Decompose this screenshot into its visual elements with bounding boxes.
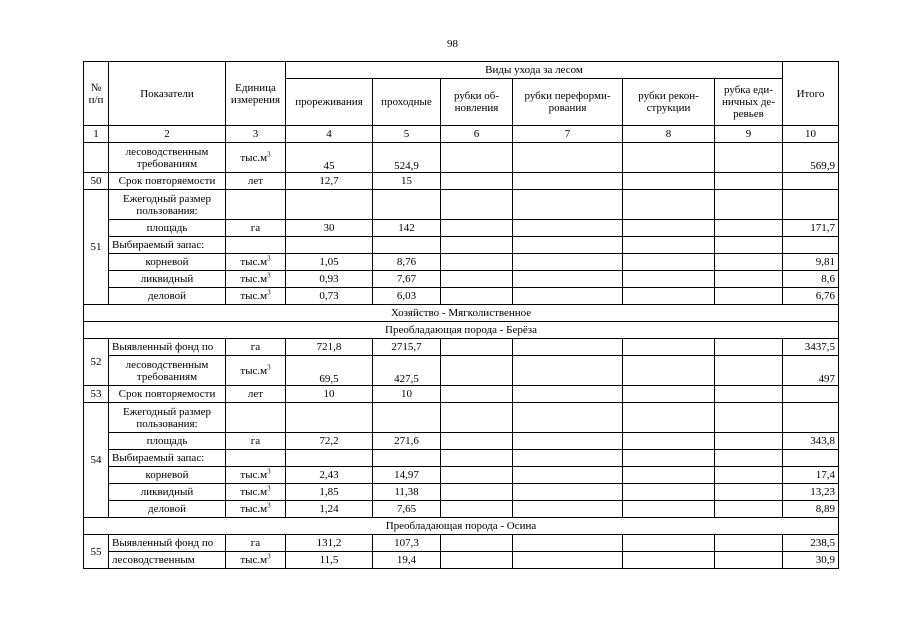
row-num: 50 [84, 173, 109, 190]
cell-thinning: 0,73 [286, 288, 373, 305]
cell-passing: 2715,7 [373, 339, 441, 356]
row-label: Срок повторяемости [109, 173, 226, 190]
table-row: лесоводственным $тыс.м^3$ 11,5 19,4 30,9 [84, 552, 839, 569]
cell-total: 30,9 [783, 552, 839, 569]
row-label: Выявленный фонд по [109, 535, 226, 552]
colnum: 3 [226, 126, 286, 143]
cell-passing: 11,38 [373, 484, 441, 501]
row-label: корневой [109, 467, 226, 484]
unit: тыс.м [240, 486, 268, 498]
cell-passing: 142 [373, 220, 441, 237]
section-row [84, 518, 839, 535]
table-row [84, 190, 839, 220]
cell-thinning: 69,5 [286, 356, 373, 386]
unit: га [226, 535, 286, 552]
colnum: 6 [441, 126, 513, 143]
unit: га [226, 339, 286, 356]
table-row [84, 403, 839, 433]
unit: лет [226, 173, 286, 190]
table-row [84, 386, 839, 403]
row-num: 55 [84, 535, 109, 569]
table-row: корневой $тыс.м^3$ 1,05 8,76 9,81 [84, 254, 839, 271]
row-label: ликвидный [109, 484, 226, 501]
header-recon: рубки рекон-струкции [623, 79, 715, 126]
row-label: корневой [109, 254, 226, 271]
table-row: ликвидный $тыс.м^3$ 1,85 11,38 13,23 [84, 484, 839, 501]
cell-thinning: 721,8 [286, 339, 373, 356]
table-row [84, 339, 839, 356]
table-row [84, 433, 839, 450]
table-row [84, 237, 839, 254]
unit: тыс.м [240, 256, 268, 268]
cell-total: 343,8 [783, 433, 839, 450]
cell-total: 497 [783, 356, 839, 386]
table-row [84, 220, 839, 237]
row-label: лесоводственным требованиям [109, 143, 226, 173]
colnum: 2 [109, 126, 226, 143]
header-indicators: Показатели [109, 62, 226, 126]
row-num: 51 [84, 190, 109, 305]
row-num: 52 [84, 339, 109, 386]
row-label: площадь [109, 220, 226, 237]
cell-total: 3437,5 [783, 339, 839, 356]
colnum: 7 [513, 126, 623, 143]
unit: лет [226, 386, 286, 403]
row-label: лесоводственным [109, 552, 226, 569]
cell-thinning: 30 [286, 220, 373, 237]
page-number: 98 [447, 38, 458, 50]
colnum: 9 [715, 126, 783, 143]
table-row: лесоводственным требованиям $тыс.м^3$ 69,5 427,5 497 [84, 356, 839, 386]
unit: тыс.м [240, 151, 268, 164]
cell-passing: 7,65 [373, 501, 441, 518]
cell-total: 569,9 [783, 143, 839, 173]
colnum: 8 [623, 126, 715, 143]
header-total: Итого [783, 62, 839, 126]
header-reform: рубки переформи-рования [513, 79, 623, 126]
header-num: № п/п [84, 62, 109, 126]
cell-total: 13,23 [783, 484, 839, 501]
cell-passing: 271,6 [373, 433, 441, 450]
cell-total: 9,81 [783, 254, 839, 271]
cell-passing: 19,4 [373, 552, 441, 569]
forest-care-table [83, 61, 839, 569]
cell-thinning: 45 [286, 143, 373, 173]
row-num: 54 [84, 403, 109, 518]
row-label: Выбираемый запас: [109, 450, 226, 467]
header-single: рубка еди-ничных де-ревьев [715, 79, 783, 126]
unit: га [226, 220, 286, 237]
cell-thinning: 12,7 [286, 173, 373, 190]
row-label: Выбираемый запас: [109, 237, 226, 254]
cell-passing: 6,03 [373, 288, 441, 305]
cell-thinning: 2,43 [286, 467, 373, 484]
cell-passing: 427,5 [373, 356, 441, 386]
cell-thinning: 72,2 [286, 433, 373, 450]
cell-passing: 524,9 [373, 143, 441, 173]
table-row: ликвидный $тыс.м^3$ 0,93 7,67 8,6 [84, 271, 839, 288]
cell-total: 6,76 [783, 288, 839, 305]
section-row [84, 322, 839, 339]
table-row: деловой $тыс.м^3$ 1,24 7,65 8,89 [84, 501, 839, 518]
table-row [84, 535, 839, 552]
cell-passing: 8,76 [373, 254, 441, 271]
cell-total: 17,4 [783, 467, 839, 484]
row-label: деловой [109, 501, 226, 518]
table-row: корневой $тыс.м^3$ 2,43 14,97 17,4 [84, 467, 839, 484]
cell-passing: 14,97 [373, 467, 441, 484]
table-row: деловой $тыс.м^3$ 0,73 6,03 6,76 [84, 288, 839, 305]
unit: тыс.м [240, 364, 268, 377]
table-row: лесоводственным требованиям $тыс.м^3$ 45 524,9 569,9 [84, 143, 839, 173]
table-row [84, 173, 839, 190]
cell-thinning: 131,2 [286, 535, 373, 552]
cell-thinning: 10 [286, 386, 373, 403]
column-numbers-row [84, 126, 839, 143]
unit: тыс.м [240, 503, 268, 515]
unit: тыс.м [240, 273, 268, 285]
cell-thinning: 1,24 [286, 501, 373, 518]
table-row [84, 450, 839, 467]
row-label: Ежегодный размер пользования: [109, 190, 226, 220]
colnum: 5 [373, 126, 441, 143]
unit: тыс.м [240, 290, 268, 302]
row-num: 53 [84, 386, 109, 403]
cell-thinning: 11,5 [286, 552, 373, 569]
cell-passing: 10 [373, 386, 441, 403]
cell-thinning: 1,05 [286, 254, 373, 271]
section-title: Преобладающая порода - Осина [84, 518, 839, 535]
section-row [84, 305, 839, 322]
row-label: лесоводственным требованиям [109, 356, 226, 386]
section-title: Преобладающая порода - Берёза [84, 322, 839, 339]
row-label: ликвидный [109, 271, 226, 288]
cell-passing: 15 [373, 173, 441, 190]
cell-total: 238,5 [783, 535, 839, 552]
header-unit: Единица измерения [226, 62, 286, 126]
section-title: Хозяйство - Мягколиственное [84, 305, 839, 322]
cell-passing: 7,67 [373, 271, 441, 288]
row-label: площадь [109, 433, 226, 450]
unit: тыс.м [240, 469, 268, 481]
cell-thinning: 1,85 [286, 484, 373, 501]
header-renewal: рубки об-новления [441, 79, 513, 126]
colnum: 4 [286, 126, 373, 143]
colnum: 1 [84, 126, 109, 143]
row-label: Ежегодный размер пользования: [109, 403, 226, 433]
unit: га [226, 433, 286, 450]
header-thinning: прореживания [286, 79, 373, 126]
cell-thinning: 0,93 [286, 271, 373, 288]
cell-total: 171,7 [783, 220, 839, 237]
colnum: 10 [783, 126, 839, 143]
cell-total: 8,6 [783, 271, 839, 288]
header-care-types: Виды ухода за лесом [286, 62, 783, 79]
row-label: Срок повторяемости [109, 386, 226, 403]
row-label: Выявленный фонд по [109, 339, 226, 356]
unit: тыс.м [240, 554, 268, 566]
cell-total: 8,89 [783, 501, 839, 518]
header-passing: проходные [373, 79, 441, 126]
row-label: деловой [109, 288, 226, 305]
cell-passing: 107,3 [373, 535, 441, 552]
